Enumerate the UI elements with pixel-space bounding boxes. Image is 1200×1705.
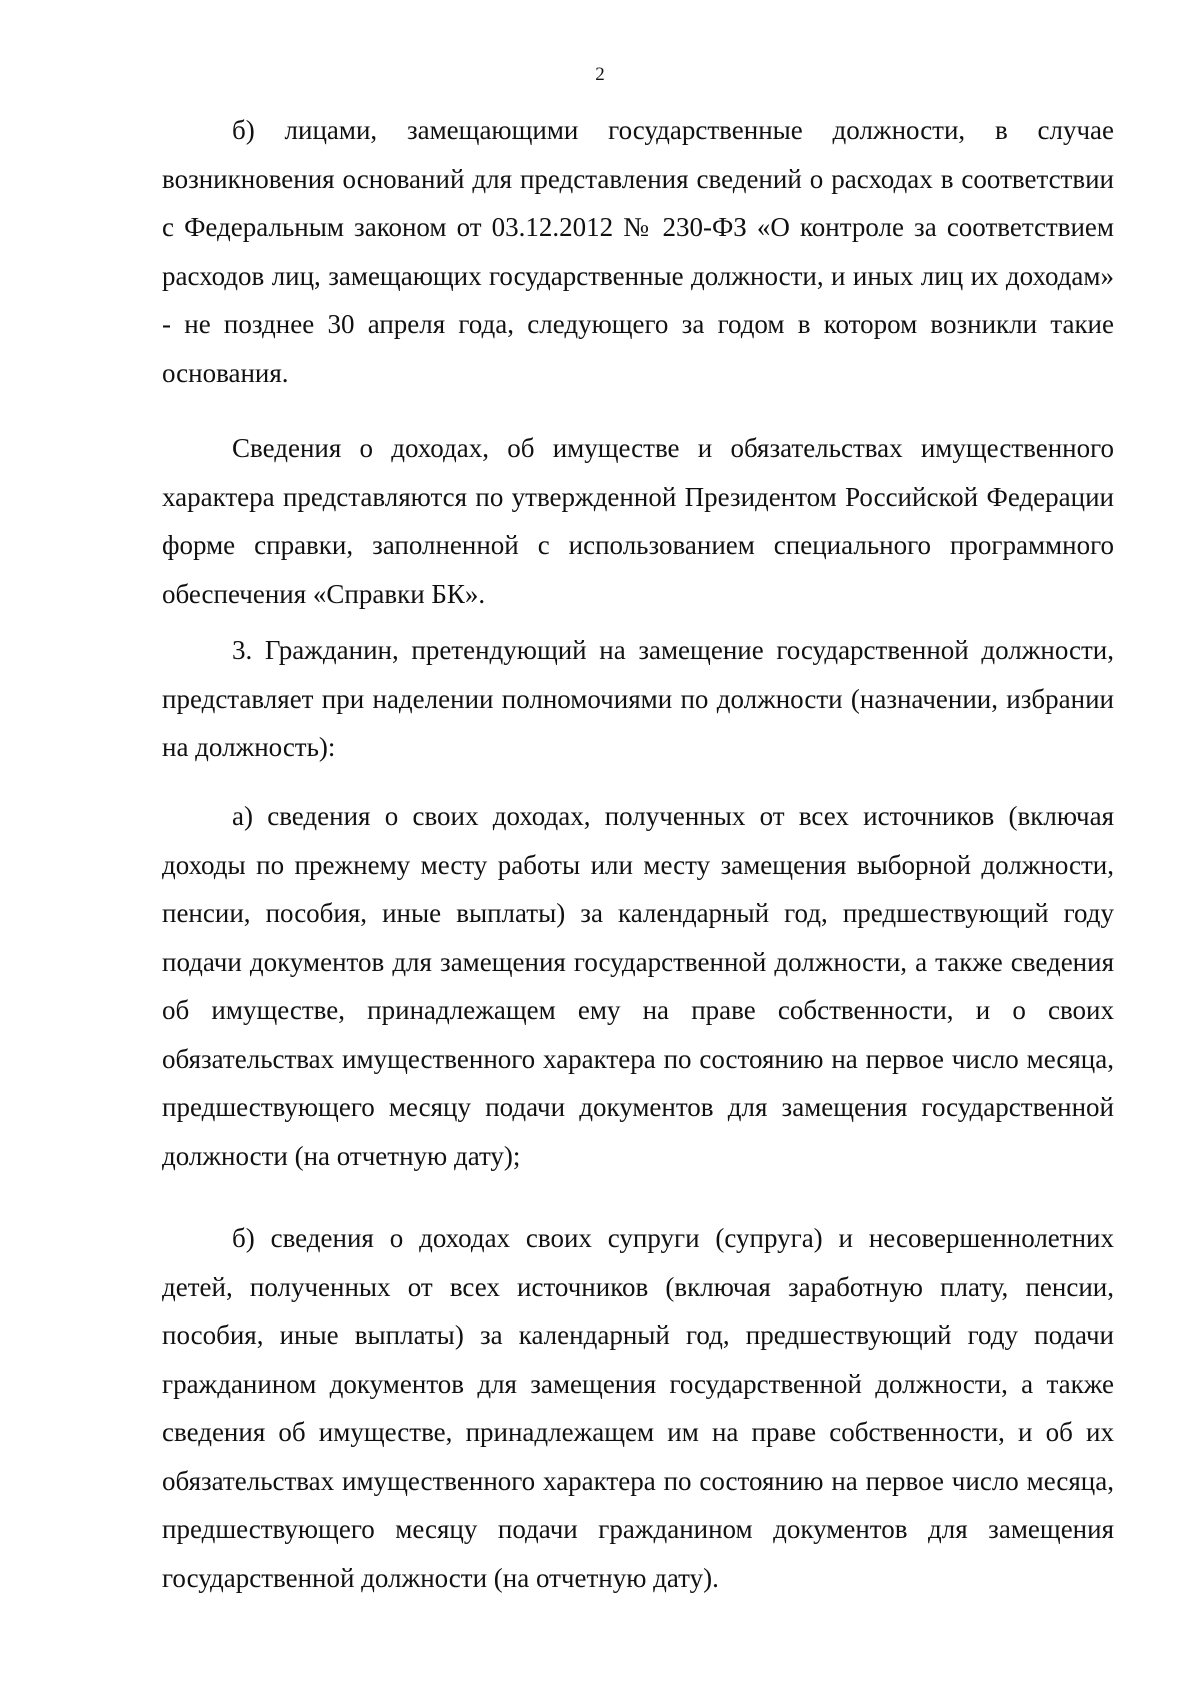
paragraph-persons-holding-state-positions: б) лицами, замещающими государственные должности, в случае возникновения оснований для представления сведений о расходах в соответствии с Федеральным законом от 03.12.2012 № 230-ФЗ «О контроле за соответствием расходов лиц, замещающих государственные должности, и иных лиц их доходам» - не позднее 30 апреля года, следующего за годом в котором возникли такие основания.: [162, 115, 1114, 388]
paragraph-item-b-family-income: б) сведения о доходах своих супруги (супруга) и несовершеннолетних детей, полученных от всех источников (включая заработную плату, пенсии, пособия, иные выплаты) за календарный год, предшествующий году подачи гражданином документов для замещения государственной должности, а также сведения об имуществе, принадлежащем им на праве собственности, и об их обязательствах имущественного характера по состоянию на первое число месяца, предшествующего месяцу подачи гражданином документов для замещения государственной должности (на отчетную дату).: [162, 1223, 1114, 1593]
paragraph-item-3-candidate: 3. Гражданин, претендующий на замещение государственной должности, представляет при наделении полномочиями по должности (назначении, избрании на должность):: [162, 635, 1114, 762]
paragraph-item-a-own-income: а) сведения о своих доходах, полученных от всех источников (включая доходы по прежнему месту работы или месту замещения выборной должности, пенсии, пособия, иные выплаты) за календарный год, предшествующий году подачи документов для замещения государственной должности, а также сведения об имуществе, принадлежащем ему на праве собственности, и о своих обязательствах имущественного характера по состоянию на первое число месяца, предшествующего месяцу подачи документов для замещения государственной должности (на отчетную дату);: [162, 801, 1114, 1171]
page-number: 2: [595, 64, 605, 85]
paragraph-reporting-form: Сведения о доходах, об имуществе и обязательствах имущественного характера представляются по утвержденной Президентом Российской Федерации форме справки, заполненной с использованием специального программного обеспечения «Справки БК».: [162, 433, 1114, 609]
